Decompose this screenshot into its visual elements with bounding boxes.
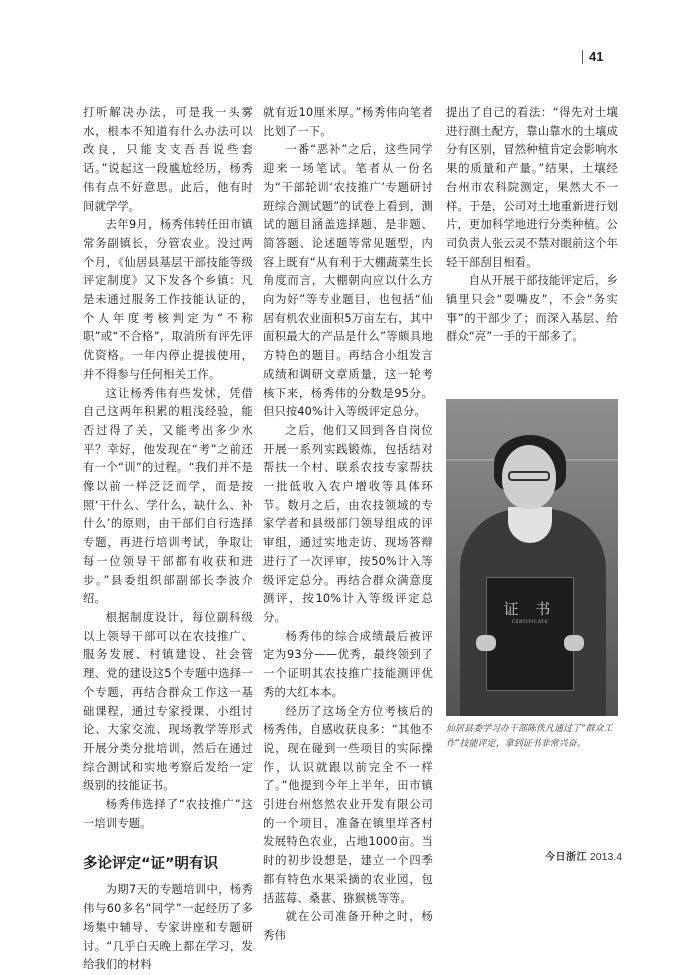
paragraph: 这让杨秀伟有些发怵，凭借自己这两年积累的粗浅经验，能否过得了关，又能考出多少水平？幸好，他发现在“考”之前还有一个“训”的过程。“我们并不是像以前一样泛泛而学，而是按照‘干什么、学什么，缺什么、补什么’的原则，由干部们自行选择专题，再进行培训考试，争取让每一位领导干部都有收获和进步。”县委组织部副部长李波介绍。 xyxy=(83,386,253,606)
photo-caption: 仙居县委学习办干部陈佚凡通过了“群众工作”技能评定，拿到证书非常兴奋。 xyxy=(446,724,613,749)
issue-number: 2013.4 xyxy=(589,851,623,863)
paragraph: 之后，他们又回到各自岗位开展一系列实践锻炼，包括结对帮扶一个村、联系农技专家帮扶一批低收入农户增收等具体环节。数月之后，由农技领域的专家学者和县级部门领导组成的评审组，通过实地走访、现场答辩进行了一次评审，按50%计入等级评定总分。再结合群众满意度测评，按10%计入等级评定总分。 xyxy=(263,423,433,624)
photo-woman-with-certificate xyxy=(446,399,618,716)
text-column-3 xyxy=(446,104,618,347)
certificate-book xyxy=(486,577,574,691)
text-column-2 xyxy=(263,104,433,946)
paragraph: 打听解决办法，可是我一头雾水，根本不知道有什么办法可以改良，只能支支吾吾说些套话。”说起这一段尴尬经历，杨秀伟有点不好意思。此后，他有时间就学学。 xyxy=(83,106,253,213)
glasses-icon xyxy=(508,471,550,481)
page-number: 41 xyxy=(582,50,603,64)
paragraph: 杨秀伟的综合成绩最后被评定为93分——优秀，最终领到了一个证明其农技推广技能测评优秀的大红本本。 xyxy=(263,629,433,699)
paragraph: 自从开展干部技能评定后，乡镇里只会“耍嘴皮”，不会“务实事”的干部少了；而深入基层、给群众“亮”一手的干部多了。 xyxy=(446,274,618,344)
paragraph: 一番“恶补”之后，这些同学迎来一场笔试。笔者从一份名为“干部轮训‘农技推广’专题研讨班综合测试题”的试卷上看到，测试的题目涵盖选择题、是非题、简答题、论述题等常见题型，内容上既有“从有利于大棚蔬菜生长角度而言，大棚朝向应以什么方向为好”等专业题目，也包括“仙居有机农业面积5万亩左右，其中面积最大的产品是什么”等颇具地方特色的题目。再结合小组发言成绩和调研文章质量，这一轮考核下来，杨秀伟的分数是95分。但只按40%计入等级评定总分。 xyxy=(263,143,433,419)
text-column-1 xyxy=(83,104,253,975)
paragraph: 就在公司准备开种之时，杨秀伟 xyxy=(263,910,433,942)
paragraph: 就有近10厘米厚。”杨秀伟向笔者比划了一下。 xyxy=(263,106,433,138)
page-footer xyxy=(545,848,622,863)
paragraph: 为期7天的专题培训中，杨秀伟与60多名“同学”一起经历了多场集中辅导、专家讲座和专题研讨。“几乎白天晚上都在学习，发给我们的材料 xyxy=(83,883,253,972)
right-hand xyxy=(564,635,584,651)
certificate-title: 证 书 xyxy=(503,600,557,618)
paragraph: 提出了自己的看法：“得先对土壤进行测土配方，靠山靠水的土壤成分有区别，冒然种植肯定会影响水果的质量和产量。”结果，土壤经台州市农科院测定，果然大不一样。于是，公司对土地重新进行划片，更加科学地进行分类种植。公司负责人张云灵不禁对眼前这个年轻干部刮目相看。 xyxy=(446,106,618,269)
paragraph: 去年9月，杨秀伟转任田市镇常务副镇长，分管农业。没过两个月，《仙居县基层干部技能等级评定制度》又下发各个乡镇：凡是未通过服务工作技能认证的，个人年度考核判定为“不称职”或“不合格”，取消所有评先评优资格。一年内停止提拔使用，并不得参与任何相关工作。 xyxy=(83,218,253,381)
paragraph: 经历了这场全方位考核后的杨秀伟，自感收获良多：“其他不说，现在碰到一些项目的实际操作，认识就跟以前完全不一样了。”他提到今年上半年，田市镇引进台州悠然农业开发有限公司的一个项目，准备在镇里垟吝村发展特色农业，占地1000亩。当时的初步设想是，建立一个四季都有特色水果采摘的农业园，包括蓝莓、桑葚、猕猴桃等等。 xyxy=(263,704,433,905)
magazine-masthead: 今日浙江 xyxy=(545,852,587,863)
paragraph: 杨秀伟选择了“农技推广”这一培训专题。 xyxy=(83,798,253,830)
paragraph: 根据制度设计，每位副科级以上领导干部可以在农技推广、服务发展、村镇建设、社会管理、党的建设这5个专题中选择一个专题，再结合群众工作这一基础课程，通过专家授课、小组讨论、大家交流、现场教学等形式开展分类分批培训，然后在通过综合测试和实地考察后发给一定级别的技能证书。 xyxy=(83,610,253,793)
section-heading: 多论评定“证”明有识 xyxy=(83,856,219,873)
left-hand xyxy=(476,635,496,651)
certificate-subtitle: CERTIFICATE xyxy=(511,620,549,625)
